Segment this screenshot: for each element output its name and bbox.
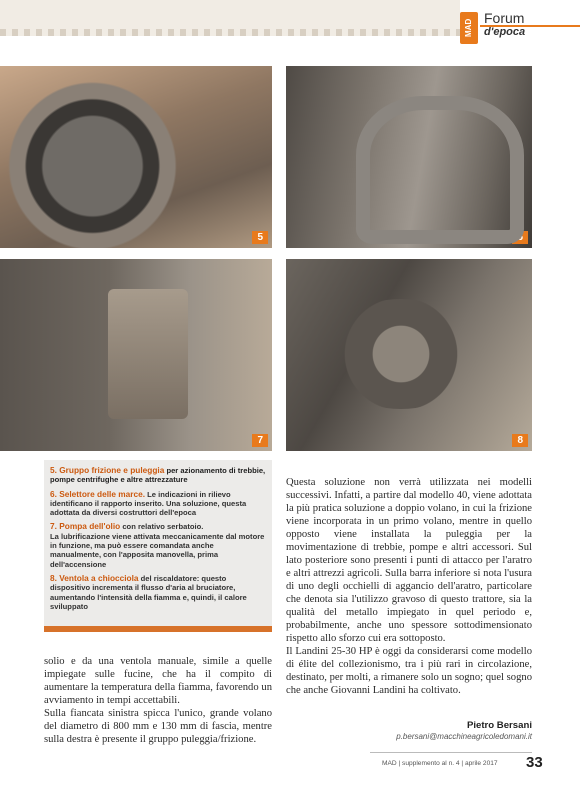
photo-number: 8 [512, 434, 528, 447]
caption-7: 7. Pompa dell'olio con relativo serbatoio. La lubrificazione viene attivata meccanicamente dal motore in funzione, ma può essere comandata anche manualmente, con l'apposita manovella, prima dell'accensione [50, 521, 265, 569]
photo-number: 6 [512, 231, 528, 244]
photo-number: 5 [252, 231, 268, 244]
caption-5: 5. Gruppo frizione e puleggia per azionamento di trebbie, pompe centrifughe e altre attrezzature [50, 465, 266, 485]
section-subtitle: d'epoca [484, 26, 526, 38]
caption-6: 6. Selettore delle marce. Le indicazioni in rilievo identificano il rapporto inserito. Una soluzione, questa adottata da diversi costruttori dell'epoca [50, 488, 247, 518]
caption-8: 8. Ventola a chiocciola del riscaldatore: questo dispositivo incrementa il flusso d'aria al bruciatore, aumentando l'intensità della fiamma e, quindi, il calore sviluppato [50, 572, 247, 611]
paragraph: Sulla fiancata sinistra spicca l'unico, grande volano del diametro di 800 mm e 130 mm di fascia, mentre sulla destra è presente il gruppo puleggia/frizione. [44, 708, 272, 745]
section-title: Forum [484, 10, 525, 26]
photo-heater-fan [286, 259, 532, 451]
paragraph: Questa soluzione non verrà utilizzata nei modelli successivi. Infatti, a partire dal modello 40, viene adottata la più pratica soluzione a doppio volano, in cui la frizione viene incorporata in un primo volano, mentre in quello opposto viene installata la puleggia per la movimentazione di trebbie, pompe e altri accessori. Sul lato posteriore sono presenti i punti di attacco per l'aratro e altri attrezzi agricoli. Sulla barra inferiore si nota l'usura di uno degli occhielli di aggancio dell'aratro, particolare che denota sia l'utilizzo gravoso di questo trattore, sia la qualità del metallo impiegato in quel periodo e, probabilmente, anche uno spessore sottodimensionato rispetto allo sforzo cui era sottoposto. [286, 477, 532, 644]
caption-divider [44, 626, 272, 632]
article-column-left [44, 655, 272, 746]
page-number: 33 [526, 754, 543, 771]
author-email[interactable]: p.bersani@macchineagricoledomani.it [396, 732, 532, 741]
paragraph: Il Landini 25-30 HP è oggi da considerarsi come modello di élite del collezionismo, tra i più rari in circolazione, destinato, per molti, a rimanere solo un sogno; quel sogno che anche Giovanni Landini ha coltivato. [286, 646, 532, 696]
photo-clutch-pulley [0, 66, 272, 248]
article-column-right [286, 476, 532, 697]
footer-divider [370, 752, 532, 753]
photo-captions [44, 460, 272, 630]
photo-gear-selector [286, 66, 532, 248]
section-logo [460, 10, 580, 44]
decorative-top-border [0, 0, 460, 36]
author-name: Pietro Bersani [466, 720, 532, 731]
paragraph: solio e da una ventola manuale, simile a quelle impiegate sulle fucine, che ha il compito di aumentare la temperatura della fiamma, favorendo un avviamento in tempi accettabili. [44, 656, 272, 706]
footer-issue-info: MAD | supplemento al n. 4 | aprile 2017 [382, 760, 498, 767]
mad-logo: MAD [460, 12, 478, 44]
photo-number: 7 [252, 434, 268, 447]
photo-oil-pump [0, 259, 272, 451]
